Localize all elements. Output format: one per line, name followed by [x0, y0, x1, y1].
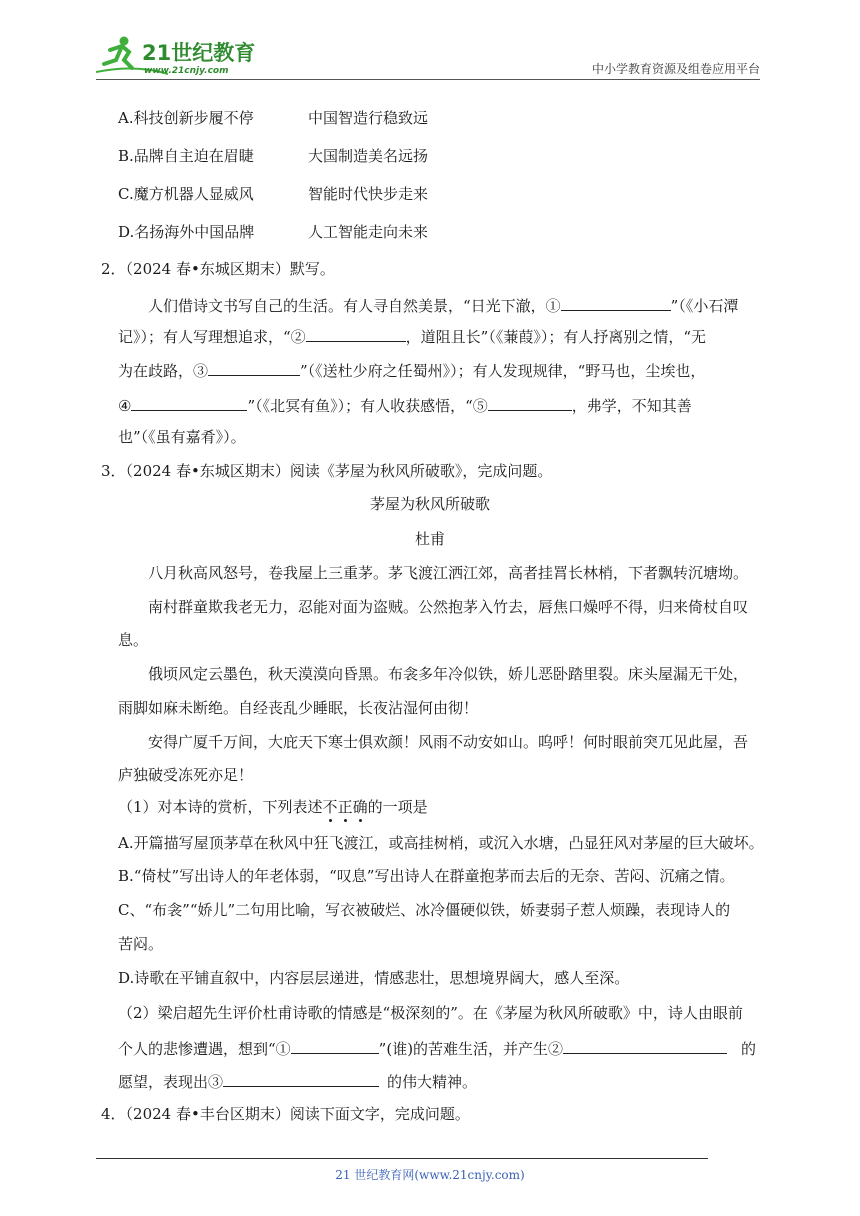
poem-line: 雨脚如麻未断绝。自经丧乱少睡眠，长夜沾湿何由彻！	[118, 699, 479, 717]
emphasis-char: 不	[322, 798, 338, 816]
footer-link[interactable]: 21 世纪教育网(www.21cnjy.com)	[335, 1168, 525, 1182]
q2-line-5: 也”（《虽有嘉肴》）。	[118, 428, 246, 446]
poem-title: 茅屋为秋风所破歌	[369, 495, 490, 513]
blank-8[interactable]	[223, 1070, 379, 1087]
q3-sub1: （1）对本诗的赏析，下列表述不正确的一项是	[118, 798, 428, 816]
header-platform-text: 中小学教育资源及组卷应用平台	[591, 62, 760, 76]
q1-option-d: D.名扬海外中国品牌	[118, 223, 255, 241]
q2-line-2: 记》）；有人写理想追求，“② ，道阻且长”（《蒹葭》）；有人抒离别之情，“无	[118, 325, 706, 347]
page-header	[96, 34, 760, 80]
q3-sub2-line-1: （2）梁启超先生评价杜甫诗歌的情感是“极深刻的”。在《茅屋为秋风所破歌》中，诗人由眼前	[118, 1004, 743, 1022]
q1-option-b: B.品牌自主迫在眉睫	[118, 147, 254, 165]
q4-heading: 4．（2024 春•丰台区期末）阅读下面文字，完成问题。	[101, 1105, 470, 1123]
q3-sub2-line-3: 愿望，表现出③ 的伟大精神。	[118, 1070, 477, 1092]
q3-sub2-line-2: 个人的悲惨遭遇，想到“① ”(谁)的苦难生活，并产生② 的	[118, 1037, 756, 1059]
q1-option-c-right: 智能时代快步走来	[308, 185, 429, 203]
emphasis-char: 正	[337, 798, 353, 816]
q3-heading: 3．（2024 春•东城区期末）阅读《茅屋为秋风所破歌》，完成问题。	[101, 462, 553, 480]
choice-c-cont: 苦闷。	[118, 935, 164, 953]
poem-line: 息。	[118, 631, 149, 649]
q1-option-c: C.魔方机器人显威风	[118, 185, 254, 203]
blank-6[interactable]	[291, 1037, 379, 1054]
choice-d: D.诗歌在平铺直叙中，内容层层递进，情感悲壮，思想境界阔大，感人至深。	[118, 969, 630, 987]
q2-line-3: 为在歧路，③ ”（《送杜少府之任蜀州》）；有人发现规律，“野马也，尘埃也，	[118, 359, 705, 381]
q1-option-b-right: 大国制造美名远扬	[308, 147, 429, 165]
choice-b: B.“倚杖”写出诗人的年老体弱，“叹息”写出诗人在群童抱茅而去后的无奈、苦闷、沉痛之情。	[118, 867, 735, 885]
poem-line: 安得广厦千万间，大庇天下寒士俱欢颜！风雨不动安如山。呜呼！何时眼前突兀见此屋，吾	[148, 733, 749, 751]
poem-line: 俄顷风定云墨色，秋天漠漠向昏黑。布衾多年冷似铁，娇儿恶卧踏里裂。床头屋漏无干处，	[148, 665, 749, 683]
header-rule	[96, 79, 760, 80]
q2-line-1: 人们借诗文书写自己的生活。有人寻自然美景，“日光下澈，① ”（《小石潭	[148, 294, 738, 316]
footer-rule	[96, 1158, 708, 1159]
blank-4[interactable]	[131, 394, 247, 411]
q2-heading: 2．（2024 春•东城区期末）默写。	[101, 260, 335, 278]
poem-line: 庐独破受冻死亦足！	[118, 766, 254, 784]
svg-text:www.21cnjy.com: www.21cnjy.com	[144, 66, 229, 76]
svg-text:21世纪教育: 21世纪教育	[142, 41, 256, 65]
choice-c: C、“布衾”“娇儿”二句用比喻，写衣被破烂、冰冷僵硬似铁，娇妻弱子惹人烦躁，表现诗人的	[118, 901, 731, 919]
poem-author: 杜甫	[414, 530, 445, 548]
logo-21cnjy	[96, 34, 256, 78]
blank-1[interactable]	[561, 294, 671, 311]
choice-a: A.开篇描写屋顶茅草在秋风中狂飞渡江，或高挂树梢，或沉入水塘，凸显狂风对茅屋的巨大破坏。	[118, 834, 764, 852]
q1-option-a: A.科技创新步履不停	[118, 109, 254, 127]
emphasis-char: 确	[352, 798, 368, 816]
poem-line: 八月秋高风怒号，卷我屋上三重茅。茅飞渡江洒江郊，高者挂罥长林梢，下者飘转沉塘坳。	[148, 564, 749, 582]
q1-option-a-right: 中国智造行稳致远	[308, 109, 429, 127]
blank-3[interactable]	[208, 359, 300, 376]
q1-option-d-right: 人工智能走向未来	[308, 223, 429, 241]
poem-line: 南村群童欺我老无力，忍能对面为盗贼。公然抱茅入竹去，唇焦口燥呼不得，归来倚杖自叹	[148, 598, 749, 616]
blank-7[interactable]	[563, 1037, 727, 1054]
blank-2[interactable]	[306, 325, 406, 342]
blank-5[interactable]	[488, 394, 572, 411]
q2-line-4: ④ ”（《北冥有鱼》）；有人收获感悟，“⑤ ，弗学，不知其善	[118, 394, 692, 416]
